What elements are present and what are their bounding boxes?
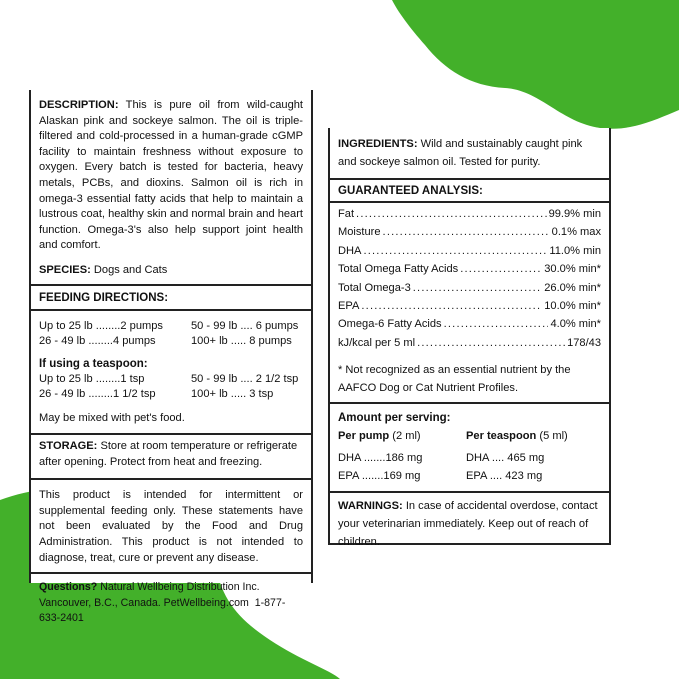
serving-row: DHA .......186 mg DHA .... 465 mg <box>338 451 545 464</box>
analysis-table <box>330 203 609 397</box>
storage-text: Store at room temperature or refrigerate after opening. Protect from heat and freezing. <box>39 439 298 468</box>
serving-row: EPA .......169 mg EPA .... 423 mg <box>338 470 543 483</box>
warnings-section <box>330 493 609 551</box>
feeding-table <box>31 311 311 427</box>
analysis-row: Fat ..... 99.9% min <box>338 205 601 223</box>
phone-number: 1-877-633-2401 <box>39 596 286 625</box>
website-link[interactable]: PetWellbeing.com <box>163 596 249 609</box>
teaspoon-row: Up to 25 lb ........1 tsp 50 - 99 lb .... 2 1/2 tsp <box>39 372 299 385</box>
warnings-label: WARNINGS: <box>338 499 403 512</box>
questions-section <box>31 574 311 627</box>
species-label: SPECIES: <box>39 263 91 276</box>
pump-row: 26 - 49 lb ........4 pumps 100+ lb ..... 8 pumps <box>39 334 292 347</box>
warnings-text: In case of accidental overdose, contact your veterinarian immediately. Keep out of reach of children. <box>338 499 598 548</box>
feeding-title: FEEDING DIRECTIONS: <box>39 291 169 304</box>
disclaimer-text: This product is intended for intermittent or supplemental feeding only. These statements have not been evaluated by the Food and Drug Administration. This product is not intended to diagnose, treat, cure or prevent any disease. <box>39 489 303 564</box>
questions-text: Natural Wellbeing Distribution Inc. Vancouver, B.C., Canada. <box>39 581 260 609</box>
serving-header-row: Per pump (2 ml) Per teaspoon (5 ml) <box>338 430 568 443</box>
ingredients-label: INGREDIENTS: <box>338 138 418 150</box>
teaspoon-row: 26 - 49 lb ........1 1/2 tsp 100+ lb ..... 3 tsp <box>39 388 274 401</box>
aafco-note: * Not recognized as an essential nutrient by the AAFCO Dog or Cat Nutrient Profiles. <box>338 364 571 395</box>
description-label: DESCRIPTION: <box>39 99 119 111</box>
feeding-section <box>31 286 311 306</box>
pump-row: Up to 25 lb ........2 pumps 50 - 99 lb .... 6 pumps <box>39 319 299 332</box>
analysis-row: EPA ..... 10.0% min* <box>338 297 601 315</box>
right-label-panel <box>328 128 611 548</box>
serving-title: Amount per serving: <box>338 412 451 425</box>
disclaimer-section <box>31 480 311 566</box>
left-label-panel <box>29 90 313 625</box>
teaspoon-title: If using a teaspoon: <box>39 357 148 370</box>
analysis-row: Moisture ..... 0.1% max <box>338 223 601 241</box>
analysis-section <box>330 180 609 199</box>
questions-label: Questions? <box>39 581 98 594</box>
analysis-row: Total Omega-3 ..... 26.0% min* <box>338 279 601 297</box>
serving-section <box>330 404 609 486</box>
ingredients-text: Wild and sustainably caught pink and sockeye salmon oil. Tested for purity. <box>338 138 583 168</box>
analysis-row: Omega-6 Fatty Acids ..... 4.0% min* <box>338 315 601 333</box>
ingredients-section <box>330 128 609 171</box>
analysis-title: GUARANTEED ANALYSIS: <box>338 185 483 197</box>
description-text: This is pure oil from wild-caught Alaskan pink and sockeye salmon. The oil is triple-filtered and cold-processed in a human-grade cGMP facility to maintain freshness without exposure to oxygen. Every batch is tested for bacteria, heavy metals, PCBs, and dioxins. Salmon oil is rich in omega-3 essential fatty acids that help to maintain a lustrous coat, healthy skin and normal brain and heart function. Omega-3's also help support joint health and comfort. <box>39 99 303 252</box>
analysis-row: kJ/kcal per 5 ml ..... 178/43 <box>338 334 601 352</box>
mix-note: May be mixed with pet's food. <box>39 412 185 425</box>
storage-section <box>31 435 311 470</box>
storage-label: STORAGE: <box>39 439 98 452</box>
analysis-row: DHA ..... 11.0% min <box>338 242 601 260</box>
description-section <box>31 90 311 279</box>
species-text: Dogs and Cats <box>93 263 168 276</box>
analysis-row: Total Omega Fatty Acids ..... 30.0% min* <box>338 260 601 278</box>
